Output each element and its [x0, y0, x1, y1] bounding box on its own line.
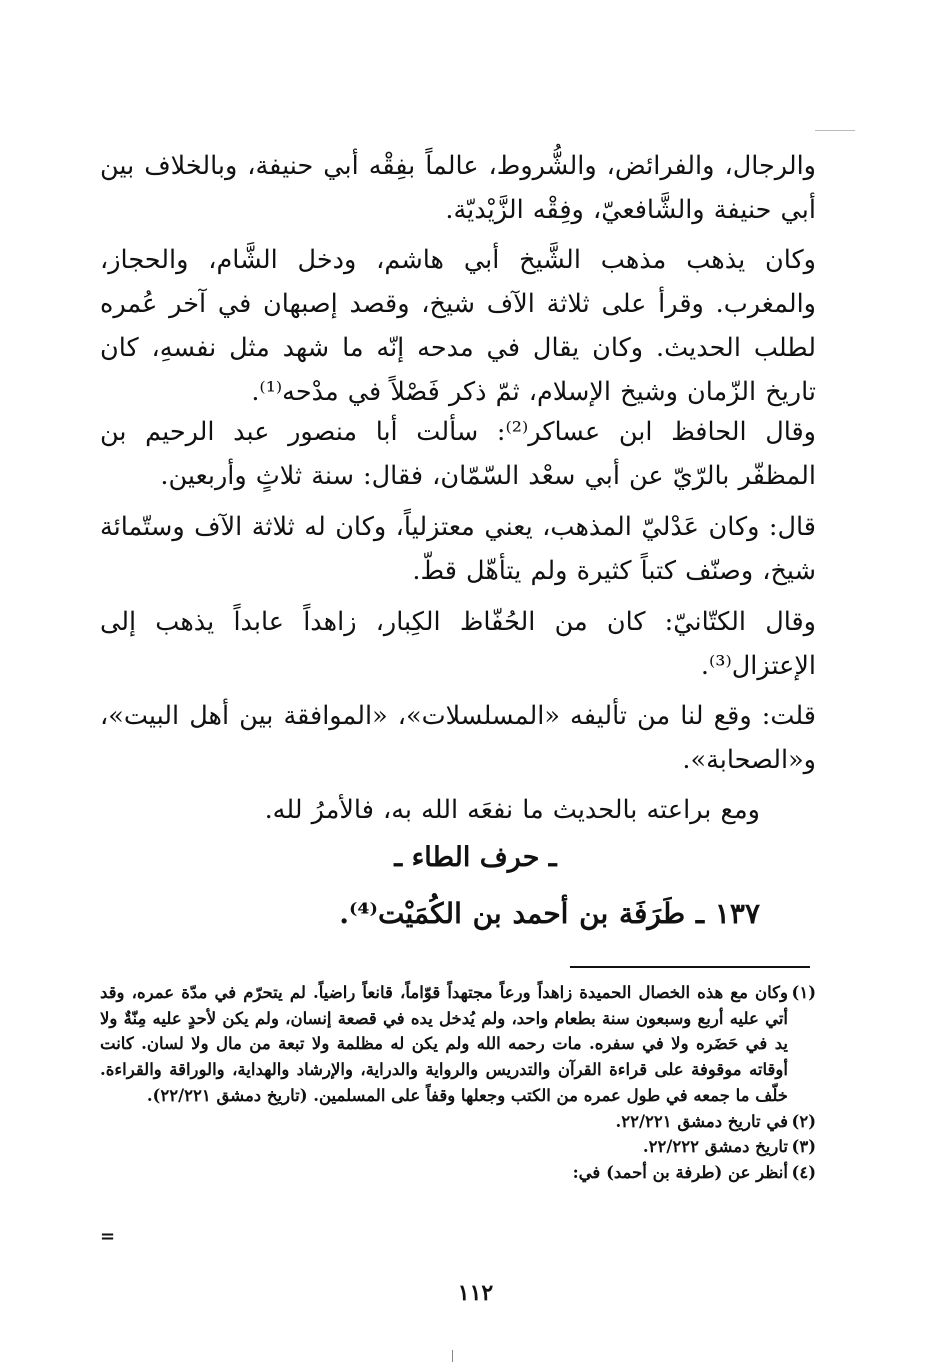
footnote: [100, 1109, 816, 1135]
paragraph-3: وقال الحافظ ابن عساكر⁽²⁾: سألت أبا منصور عبد الرحيم بن المظفّر بالرّيّ عن أبي سعْد السّمّان، فقال: سنة ثلاثٍ وأربعين.: [100, 417, 817, 491]
page-number: ١١٢: [457, 1280, 494, 1306]
footnote-text: أنظر عن (طرفة بن أحمد) في:: [572, 1162, 788, 1182]
footnote: [100, 1160, 816, 1186]
paragraph-4: قال: وكان عَدْليّ المذهب، يعني معتزلياً، وكان له ثلاثة الآف وستّمائة شيخ، وصنّف كتباً كثيرة ولم يتأهّل قطّ.: [100, 512, 816, 586]
paragraph-7: ومع براعته بالحديث ما نفعَه الله به، فالأمرُ لله.: [264, 795, 760, 825]
continuation-mark: =: [100, 1226, 116, 1247]
paragraph-6: قلت: وقع لنا من تأليفه «المسلسلات»، «الموافقة بين أهل البيت»، و«الصحابة».: [100, 701, 816, 775]
entry-heading: ١٣٧ ـ طَرَفَة بن أحمد بن الكُمَيْت⁽⁴⁾.: [339, 897, 760, 930]
footnotes: [100, 980, 816, 1186]
footnote-text: تاريخ دمشق ٢٢/٢٢٢.: [642, 1137, 788, 1157]
footnote-number: (٤): [791, 1162, 816, 1182]
margin-mark: [815, 130, 855, 131]
footnote-number: (٢): [791, 1111, 816, 1131]
footnote: [100, 1134, 816, 1160]
section-heading: ـ حرف الطاء ـ: [394, 842, 557, 873]
footnote-text: في تاريخ دمشق ٢٢/٢٢١.: [615, 1111, 788, 1131]
paragraph-2: وكان يذهب مذهب الشَّيخ أبي هاشم، ودخل الشَّام، والحجاز، والمغرب. وقرأ على ثلاثة الآف شيخ، وقصد إصبهان في آخر عُمره لطلب الحديث. وكان يقال في مدحه إنّه ما شهد مثل نفسهِ، كان تاريخ الزّمان وشيخ الإسلام، ثمّ ذكر فَصْلاً في مدْحه⁽¹⁾.: [100, 245, 816, 407]
footnote: [100, 980, 816, 1109]
footnote-divider: [570, 966, 810, 968]
footnote-number: (١): [791, 983, 816, 1002]
paragraph-1: والرجال، والفرائض، والشُّروط، عالماً بفِقْه أبي حنيفة، وبالخلاف بين أبي حنيفة والشَّافعيّ، وفِقْه الزَّيْديّة.: [100, 151, 816, 225]
scan-mark: [452, 1350, 453, 1362]
footnote-text: وكان مع هذه الخصال الحميدة زاهداً ورعاً مجتهداً قوّاماً، قانعاً راضياً. لم يتحرّم في مدّة عمره، وقد أتي عليه أربع وسبعون سنة بطعام واحد، ولم يُدخل يده في قصعة إنسان، ولم يكن لأحدٍ عليه مِنّةٌ ولا يد في حَضَره ولا في سفره. مات رحمه الله ولم يكن له مظلمة ولا تبعة من مال ولا لسان. كانت أوقاته موقوفة على قراءة القرآن والتدريس والرواية والدراية، والإرشاد والهداية، والوراقة والقراءة. خلّف ما جمعه في طول عمره من الكتب وجعلها وقفاً على المسلمين. (تاريخ دمشق ٢٢/٢٢١).: [100, 983, 788, 1105]
paragraph-5: وقال الكتّانيّ: كان من الحُفّاظ الكِبار، زاهداً عابداً يذهب إلى الإعتزال⁽³⁾.: [100, 607, 816, 681]
footnote-number: (٣): [791, 1137, 816, 1157]
